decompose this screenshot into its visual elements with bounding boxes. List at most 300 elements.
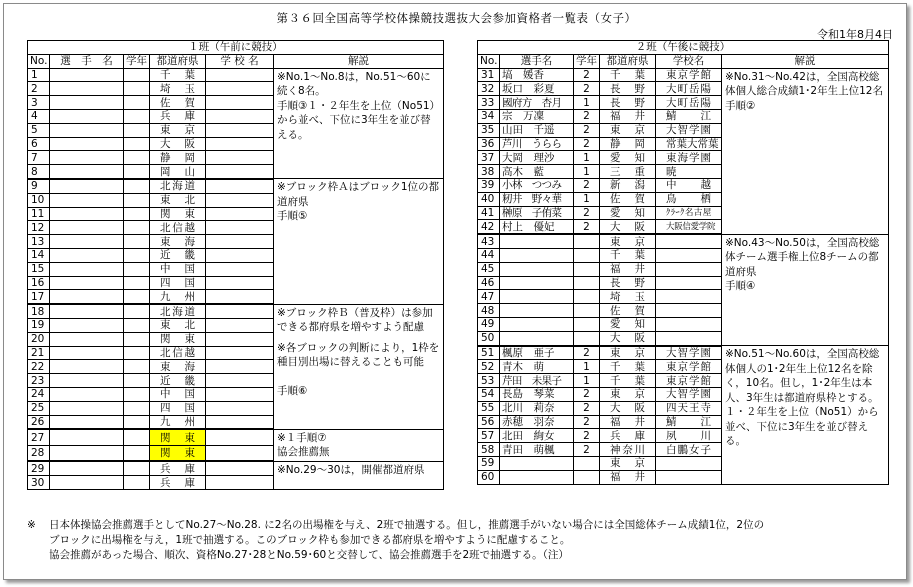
row-no: 43 xyxy=(478,234,500,248)
row-school xyxy=(656,262,722,276)
row-no: 49 xyxy=(478,317,500,331)
row-grade xyxy=(124,207,150,221)
row-grade xyxy=(124,429,150,445)
row-pref: 北信越 xyxy=(150,221,206,235)
row-grade xyxy=(124,235,150,249)
row-pref: 東 京 xyxy=(600,456,656,470)
row-name xyxy=(50,179,124,193)
row-pref: 岡 山 xyxy=(150,165,206,179)
row-grade: 2 xyxy=(574,387,600,401)
row-name xyxy=(50,290,124,304)
row-school xyxy=(206,332,274,346)
row-no: 57 xyxy=(478,429,500,443)
row-no: 44 xyxy=(478,248,500,262)
row-school xyxy=(206,82,274,96)
row-grade xyxy=(124,109,150,123)
row-note xyxy=(722,346,889,484)
row-pref: 四 国 xyxy=(150,401,206,415)
row-pref: 東 京 xyxy=(600,123,656,137)
row-pref: 長 野 xyxy=(600,96,656,110)
row-grade xyxy=(124,276,150,290)
table-row xyxy=(28,429,444,445)
header-note: 解説 xyxy=(722,54,889,68)
row-no: 32 xyxy=(478,82,500,96)
row-school: 暁 xyxy=(656,165,722,179)
table-row xyxy=(478,346,889,360)
row-school: 鯖江 xyxy=(656,109,722,123)
row-pref: 佐 賀 xyxy=(150,96,206,110)
row-no: 40 xyxy=(478,192,500,206)
row-grade xyxy=(124,318,150,332)
row-grade: 2 xyxy=(574,137,600,151)
row-grade xyxy=(124,304,150,318)
row-school xyxy=(206,415,274,429)
row-pref: 大 阪 xyxy=(600,401,656,415)
note-text: ※No.29～30は，開催都道府県 xyxy=(277,463,425,476)
row-name: 青木 萌 xyxy=(500,360,574,374)
row-name xyxy=(50,68,124,82)
row-no: 33 xyxy=(478,96,500,110)
row-pref: 四 国 xyxy=(150,276,206,290)
row-grade xyxy=(124,68,150,82)
row-pref: 埼 玉 xyxy=(600,290,656,304)
header-name: 選手名 xyxy=(500,54,574,68)
row-no: 13 xyxy=(28,235,50,249)
header-no: No. xyxy=(478,54,500,68)
row-school xyxy=(656,470,722,484)
note-text: ※ブロック枠Ａはブロック1位の都道府県 手順⑤ xyxy=(277,181,440,223)
row-grade: 1 xyxy=(574,165,600,179)
row-no: 29 xyxy=(28,461,50,475)
row-pref: 東 北 xyxy=(150,193,206,207)
row-school xyxy=(206,304,274,318)
row-name xyxy=(50,151,124,165)
footer-notes xyxy=(27,518,897,563)
group2-header-row xyxy=(478,54,889,68)
note-text: ※各ブロックの判断により，1枠を種目別出場に替えることも可能 xyxy=(277,341,440,369)
row-school: ｸﾗｰｸ名古屋 xyxy=(656,206,722,220)
row-name xyxy=(50,221,124,235)
row-grade xyxy=(124,82,150,96)
group2-title: ２班（午後に競技） xyxy=(478,41,889,55)
row-no: 35 xyxy=(478,123,500,137)
row-school xyxy=(656,317,722,331)
row-name: 大岡 理沙 xyxy=(500,151,574,165)
row-school xyxy=(206,346,274,360)
header-pref: 都道府県 xyxy=(600,54,656,68)
row-school xyxy=(656,331,722,345)
note-text: ※ブロック枠Ｂ（普及枠）は参加できる都府県を増やすよう配慮 xyxy=(277,306,433,334)
row-grade xyxy=(124,461,150,475)
row-pref: 長 野 xyxy=(600,82,656,96)
row-no: 56 xyxy=(478,415,500,429)
row-name: 長島 琴菜 xyxy=(500,387,574,401)
row-name xyxy=(50,387,124,401)
row-pref: 東 海 xyxy=(150,235,206,249)
row-pref: 長 野 xyxy=(600,276,656,290)
row-name: 北川 莉奈 xyxy=(500,401,574,415)
row-name xyxy=(50,248,124,262)
row-grade xyxy=(124,96,150,110)
row-no: 10 xyxy=(28,193,50,207)
group1-header-row xyxy=(28,54,444,68)
row-grade: 2 xyxy=(574,206,600,220)
row-name: 籾井 野々華 xyxy=(500,192,574,206)
row-no: 58 xyxy=(478,443,500,457)
row-grade: 2 xyxy=(574,123,600,137)
row-no: 5 xyxy=(28,123,50,137)
row-pref: 愛 知 xyxy=(600,151,656,165)
footer-line: ブロックに出場権を与え，1班で抽選する。このブロック枠も参加できる都府県を増やすように配慮すること。 xyxy=(49,534,571,546)
row-school xyxy=(206,276,274,290)
row-no: 45 xyxy=(478,262,500,276)
row-name xyxy=(500,248,574,262)
row-school xyxy=(206,193,274,207)
group2-body xyxy=(478,68,889,484)
row-grade xyxy=(574,470,600,484)
row-pref: 佐 賀 xyxy=(600,304,656,318)
group1-table xyxy=(27,40,444,490)
row-pref: 愛 知 xyxy=(600,206,656,220)
row-pref: 兵 庫 xyxy=(600,429,656,443)
row-name: 宗 万凜 xyxy=(500,109,574,123)
row-school xyxy=(206,165,274,179)
row-pref: 兵 庫 xyxy=(150,461,206,475)
row-grade xyxy=(124,374,150,388)
row-name: 坂口 彩夏 xyxy=(500,82,574,96)
row-school xyxy=(656,456,722,470)
footer-mark: ※ xyxy=(27,519,36,531)
row-grade xyxy=(124,346,150,360)
row-pref: 九 州 xyxy=(150,290,206,304)
row-no: 39 xyxy=(478,178,500,192)
row-no: 47 xyxy=(478,290,500,304)
row-pref: 中 国 xyxy=(150,262,206,276)
row-no: 36 xyxy=(478,137,500,151)
row-school xyxy=(656,290,722,304)
row-school xyxy=(206,401,274,415)
header-school: 学校名 xyxy=(656,54,722,68)
row-school xyxy=(206,429,274,445)
row-grade: 1 xyxy=(574,374,600,388)
note-text: ※No.31～No.42は，全国高校総体個人総合成績1･2年生上位12名 手順② xyxy=(725,70,883,112)
row-no: 17 xyxy=(28,290,50,304)
row-school xyxy=(206,461,274,475)
row-pref: 大 阪 xyxy=(600,220,656,234)
group1-title: １班（午前に競技） xyxy=(28,41,444,55)
row-no: 25 xyxy=(28,401,50,415)
row-grade xyxy=(124,151,150,165)
row-pref: 北海道 xyxy=(150,179,206,193)
row-no: 18 xyxy=(28,304,50,318)
row-pref: 九 州 xyxy=(150,415,206,429)
row-name xyxy=(500,262,574,276)
row-no: 11 xyxy=(28,207,50,221)
row-grade: 2 xyxy=(574,429,600,443)
row-pref: 関 東 xyxy=(150,332,206,346)
row-school: 四天王寺 xyxy=(656,401,722,415)
row-school: 東京学館 xyxy=(656,68,722,82)
row-pref: 福 井 xyxy=(600,470,656,484)
row-grade xyxy=(124,248,150,262)
row-no: 4 xyxy=(28,109,50,123)
document-title: 第３６回全国高等学校体操競技選抜大会参加資格者一覧表（女子） xyxy=(276,11,637,25)
row-pref: 東 京 xyxy=(150,123,206,137)
row-school xyxy=(206,123,274,137)
row-name xyxy=(50,445,124,461)
row-grade xyxy=(124,193,150,207)
row-school xyxy=(656,276,722,290)
row-grade xyxy=(574,276,600,290)
table-row xyxy=(28,179,444,193)
row-name xyxy=(50,207,124,221)
row-school xyxy=(206,109,274,123)
row-note xyxy=(274,179,444,304)
row-pref: 中 国 xyxy=(150,387,206,401)
row-pref: 関 東 xyxy=(150,429,206,445)
row-grade xyxy=(574,331,600,345)
row-no: 59 xyxy=(478,456,500,470)
row-note xyxy=(274,461,444,489)
row-no: 48 xyxy=(478,304,500,318)
row-name xyxy=(500,456,574,470)
row-grade: 1 xyxy=(574,96,600,110)
row-pref: 福 井 xyxy=(600,415,656,429)
row-pref: 大 阪 xyxy=(600,331,656,345)
row-school: 鳥栖 xyxy=(656,192,722,206)
row-school xyxy=(206,221,274,235)
row-grade: 2 xyxy=(574,443,600,457)
row-pref: 東 京 xyxy=(600,387,656,401)
row-grade: 2 xyxy=(574,82,600,96)
row-grade xyxy=(124,123,150,137)
document-date: 令和1年8月4日 xyxy=(817,28,893,41)
row-grade xyxy=(574,317,600,331)
row-school: 東海学園 xyxy=(656,151,722,165)
row-pref: 関 東 xyxy=(150,207,206,221)
row-school: 大智学園 xyxy=(656,123,722,137)
row-pref: 兵 庫 xyxy=(150,476,206,490)
row-school: 大阪信愛学院 xyxy=(656,220,722,234)
row-name xyxy=(500,234,574,248)
row-pref: 新 潟 xyxy=(600,178,656,192)
row-name xyxy=(50,123,124,137)
row-name: 芹田 未果子 xyxy=(500,374,574,388)
row-pref: 関 東 xyxy=(150,445,206,461)
note-text: ※No.43～No.50は，全国高校総体チーム選手権上位8チームの都道府県 手順④ xyxy=(725,236,880,293)
row-name: 青田 萌楓 xyxy=(500,443,574,457)
row-pref: 埼 玉 xyxy=(150,82,206,96)
row-no: 51 xyxy=(478,346,500,360)
row-name xyxy=(50,401,124,415)
row-grade xyxy=(124,165,150,179)
row-school: 大智学園 xyxy=(656,387,722,401)
row-school: 東京学館 xyxy=(656,360,722,374)
row-name: 芦川 うらら xyxy=(500,137,574,151)
row-school: 常葉大常葉 xyxy=(656,137,722,151)
row-note xyxy=(274,429,444,461)
row-note xyxy=(274,304,444,429)
footer-line: 日本体操協会推薦選手としてNo.27～No.28. に2名の出場権を与え、2班で抽選する。但し，推薦選手がいない場合には全国総体チーム成績1位，2位の xyxy=(49,519,765,531)
row-school xyxy=(206,151,274,165)
header-grade: 学年 xyxy=(574,54,600,68)
row-no: 7 xyxy=(28,151,50,165)
row-name xyxy=(50,304,124,318)
row-grade xyxy=(124,332,150,346)
row-no: 22 xyxy=(28,360,50,374)
table-row xyxy=(28,304,444,318)
row-no: 52 xyxy=(478,360,500,374)
row-school xyxy=(206,290,274,304)
row-no: 26 xyxy=(28,415,50,429)
row-no: 23 xyxy=(28,374,50,388)
row-grade: 2 xyxy=(574,401,600,415)
note-text: ※１手順⑦ 協会推薦無 xyxy=(277,431,330,459)
row-pref: 千 葉 xyxy=(600,360,656,374)
row-grade: 2 xyxy=(574,109,600,123)
row-pref: 愛 知 xyxy=(600,317,656,331)
row-grade xyxy=(574,234,600,248)
row-name: 赤穂 羽奈 xyxy=(500,415,574,429)
row-name: 楓原 亜子 xyxy=(500,346,574,360)
note-text: 手順⑥ xyxy=(277,384,308,397)
row-name xyxy=(50,137,124,151)
group2-table xyxy=(477,40,889,485)
row-no: 53 xyxy=(478,374,500,388)
row-pref: 近 畿 xyxy=(150,248,206,262)
row-note xyxy=(722,234,889,345)
row-school xyxy=(206,387,274,401)
row-pref: 千 葉 xyxy=(150,68,206,82)
header-grade: 学年 xyxy=(124,54,150,68)
row-pref: 福 井 xyxy=(600,109,656,123)
row-name xyxy=(50,415,124,429)
row-pref: 大 阪 xyxy=(150,137,206,151)
row-name xyxy=(500,470,574,484)
note-text: ※No.1～No.8は，No.51～60に続く8名。 手順③１・２年生を上位（No51）から並べ、下位に3年生を並び替える。 xyxy=(277,70,435,141)
row-name xyxy=(50,429,124,445)
table-row xyxy=(28,68,444,82)
row-no: 46 xyxy=(478,276,500,290)
row-school xyxy=(206,137,274,151)
row-grade xyxy=(574,262,600,276)
row-name xyxy=(50,193,124,207)
table-row xyxy=(28,461,444,475)
row-grade xyxy=(124,262,150,276)
row-grade: 2 xyxy=(574,178,600,192)
note-text: ※No.51～No.60は，全国高校総体個人の1･2年生上位12名を除く，10名。但し，1･2年生は本人、3年生は都道府県枠とする。１・２年生を上位（No51）から並べ、下位に3年生を並び替える。 xyxy=(725,348,880,448)
row-name: 塙 媛香 xyxy=(500,68,574,82)
row-school: 大町岳陽 xyxy=(656,82,722,96)
row-no: 19 xyxy=(28,318,50,332)
row-no: 31 xyxy=(478,68,500,82)
footer-line: 協会推薦があった場合、順次、資格No.27･28とNo.59･60と交替して、協会推薦選手を2班で抽選する。（注） xyxy=(49,549,569,561)
row-grade xyxy=(124,401,150,415)
row-pref: 東 京 xyxy=(600,346,656,360)
table-row xyxy=(478,234,889,248)
row-school xyxy=(656,248,722,262)
row-no: 27 xyxy=(28,429,50,445)
row-no: 21 xyxy=(28,346,50,360)
row-school xyxy=(206,374,274,388)
row-grade xyxy=(124,179,150,193)
row-no: 3 xyxy=(28,96,50,110)
row-school xyxy=(206,262,274,276)
row-no: 50 xyxy=(478,331,500,345)
row-school: 鯖江 xyxy=(656,415,722,429)
table-row xyxy=(478,68,889,82)
row-school xyxy=(206,360,274,374)
row-name: 村上 優妃 xyxy=(500,220,574,234)
row-name xyxy=(50,346,124,360)
row-pref: 北海道 xyxy=(150,304,206,318)
row-no: 15 xyxy=(28,262,50,276)
header-school: 学 校 名 xyxy=(206,54,274,68)
row-school: 大町岳陽 xyxy=(656,96,722,110)
row-grade: 1 xyxy=(574,360,600,374)
row-no: 30 xyxy=(28,476,50,490)
row-no: 24 xyxy=(28,387,50,401)
header-name: 選 手 名 xyxy=(50,54,124,68)
row-school xyxy=(206,445,274,461)
row-name: 榊原 子侑菜 xyxy=(500,206,574,220)
header-pref: 都道府県 xyxy=(150,54,206,68)
row-name xyxy=(50,318,124,332)
row-school: 夙川 xyxy=(656,429,722,443)
row-grade xyxy=(124,360,150,374)
row-no: 60 xyxy=(478,470,500,484)
row-note xyxy=(274,68,444,179)
row-pref: 静 岡 xyxy=(150,151,206,165)
row-pref: 東 北 xyxy=(150,318,206,332)
row-name: 山田 千遥 xyxy=(500,123,574,137)
row-pref: 北信越 xyxy=(150,346,206,360)
row-name xyxy=(50,82,124,96)
row-no: 12 xyxy=(28,221,50,235)
row-pref: 千 葉 xyxy=(600,68,656,82)
row-school: 大智学園 xyxy=(656,346,722,360)
row-name xyxy=(50,461,124,475)
row-grade: 2 xyxy=(574,346,600,360)
row-school xyxy=(206,207,274,221)
row-pref: 静 岡 xyxy=(600,137,656,151)
row-no: 41 xyxy=(478,206,500,220)
row-pref: 千 葉 xyxy=(600,374,656,388)
row-name xyxy=(500,317,574,331)
row-pref: 福 井 xyxy=(600,262,656,276)
row-grade xyxy=(124,290,150,304)
row-grade xyxy=(124,445,150,461)
row-name xyxy=(50,332,124,346)
row-school xyxy=(206,179,274,193)
row-name xyxy=(50,360,124,374)
row-name xyxy=(500,276,574,290)
header-no: No. xyxy=(28,54,50,68)
row-name xyxy=(50,276,124,290)
row-grade xyxy=(124,137,150,151)
header-note: 解説 xyxy=(274,54,444,68)
row-grade xyxy=(124,415,150,429)
row-pref: 東 海 xyxy=(150,360,206,374)
row-no: 2 xyxy=(28,82,50,96)
row-name xyxy=(50,374,124,388)
row-name: 高木 藍 xyxy=(500,165,574,179)
row-no: 34 xyxy=(478,109,500,123)
row-name xyxy=(50,165,124,179)
row-grade: 1 xyxy=(574,151,600,165)
row-school: 白鵬女子 xyxy=(656,443,722,457)
row-grade xyxy=(574,456,600,470)
